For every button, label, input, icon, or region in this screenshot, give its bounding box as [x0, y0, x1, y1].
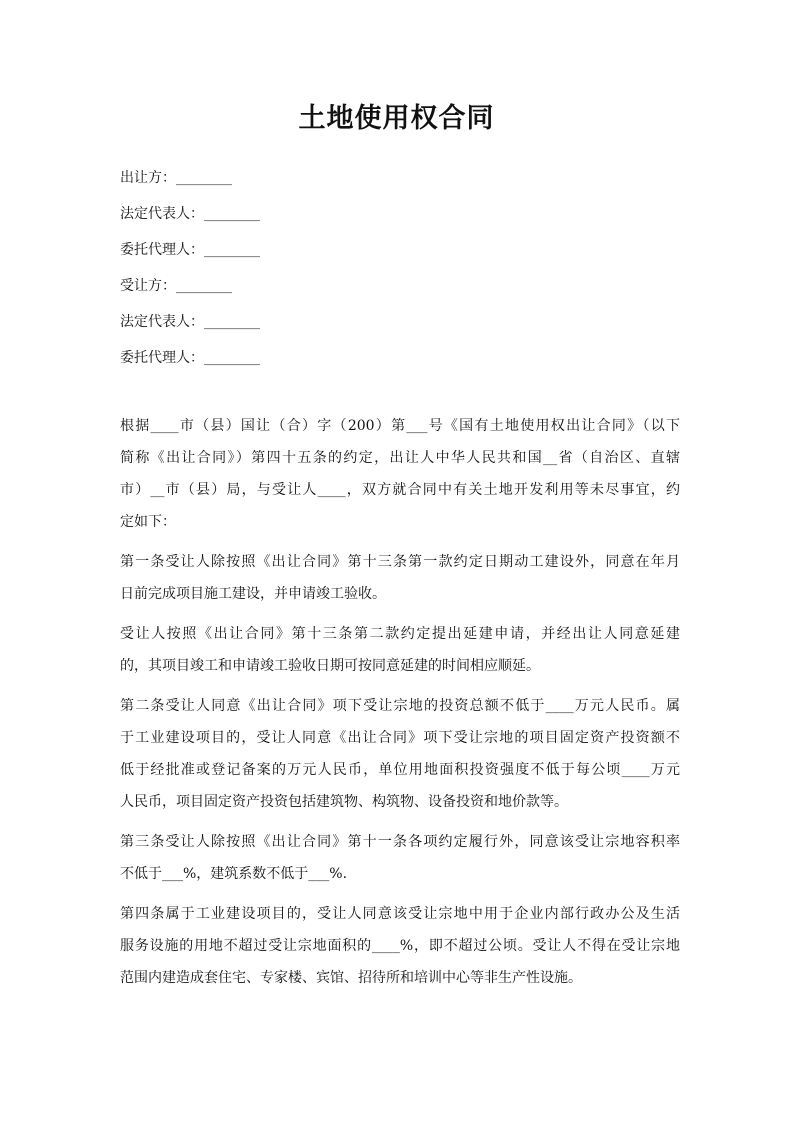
paragraph-line: 范围内建造成套住宅、专家楼、宾馆、招待所和培训中心等非生产性设施。	[120, 970, 582, 986]
grantee-agent-line: 委托代理人：________	[120, 350, 260, 366]
paragraph-line: 第二条受让人同意《出让合同》项下受让宗地的投资总额不低于____万元人民币。属	[120, 698, 680, 714]
paragraph-line: 根据____市（县）国让（合）字（200）第___号《国有土地使用权出让合同》（以下	[120, 418, 680, 434]
paragraph	[120, 826, 680, 890]
grantor-agent-line: 委托代理人：________	[120, 242, 260, 258]
grantee-line: 受让方：________	[120, 278, 232, 294]
paragraph-line: 市）__市（县）局，与受让人____，双方就合同中有关土地开发利用等未尽事宜，约	[120, 482, 680, 498]
paragraph-line: 低于经批准或登记备案的万元人民币，单位用地面积投资强度不低于每公顷____万元	[120, 762, 680, 778]
paragraph	[120, 410, 680, 538]
grantor-line: 出让方：________	[120, 170, 232, 186]
paragraph-line: 服务设施的用地不超过受让宗地面积的____%，即不超过公顷。受让人不得在受让宗地	[120, 938, 680, 954]
paragraph	[120, 690, 680, 818]
paragraph-line: 第四条属于工业建设项目的，受让人同意该受让宗地中用于企业内部行政办公及生活	[120, 906, 680, 922]
paragraph-line: 第三条受让人除按照《出让合同》第十一条各项约定履行外，同意该受让宗地容积率	[120, 834, 680, 850]
paragraph-line: 的，其项目竣工和申请竣工验收日期可按同意延建的时间相应顺延。	[120, 658, 540, 674]
paragraph	[120, 546, 680, 610]
paragraph-line: 于工业建设项目的，受让人同意《出让合同》项下受让宗地的项目固定资产投资额不	[120, 730, 680, 746]
contract-body	[120, 410, 680, 1002]
grantor-legal-rep-line: 法定代表人：________	[120, 206, 260, 222]
paragraph-line: 受让人按照《出让合同》第十三条第二款约定提出延建申请，并经出让人同意延建	[120, 626, 680, 642]
paragraph-line: 简称《出让合同》）第四十五条的约定，出让人中华人民共和国__省（自治区、直辖	[120, 450, 680, 466]
paragraph-line: 日前完成项目施工建设，并申请竣工验收。	[120, 586, 386, 602]
grantee-legal-rep-line: 法定代表人：________	[120, 314, 260, 330]
paragraph-line: 不低于___%，建筑系数不低于___%.	[120, 866, 348, 882]
document-title: 土地使用权合同	[298, 103, 495, 134]
paragraph-line: 第一条受让人除按照《出让合同》第十三条第一款约定日期动工建设外，同意在年月	[120, 554, 680, 570]
paragraph	[120, 618, 680, 682]
paragraph	[120, 898, 680, 994]
paragraph-line: 人民币，项目固定资产投资包括建筑物、构筑物、设备投资和地价款等。	[120, 794, 568, 810]
paragraph-line: 定如下：	[120, 514, 176, 530]
